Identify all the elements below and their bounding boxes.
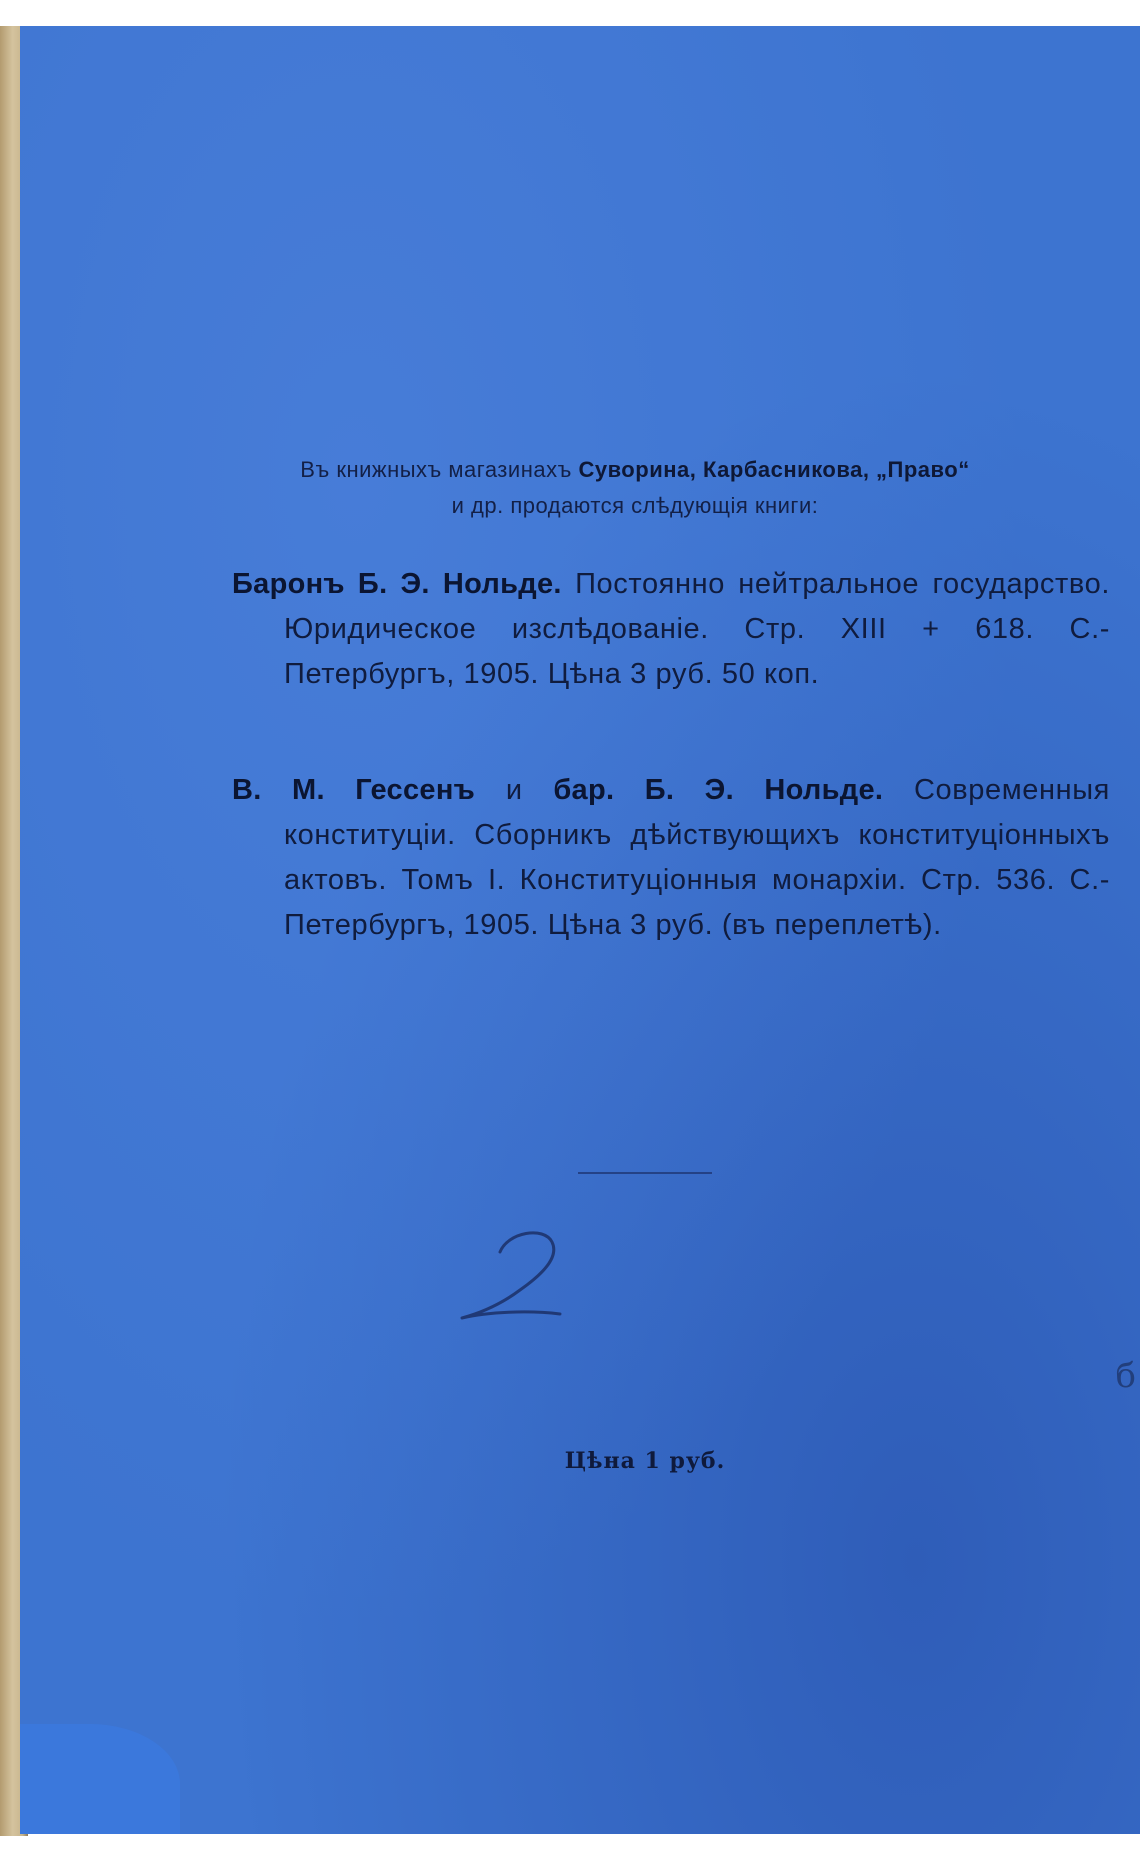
book-entry-1-author: Баронъ Б. Э. Нольде.: [232, 568, 562, 600]
book-entry-1-text: Постоянно нейтральное государство. Юридическое изслѣдованіе. Стр. XIII + 618. С.-Петербургъ, 1905. Цѣна 3 руб. 50 коп.: [284, 568, 1110, 690]
edge-glyph: б: [1115, 1356, 1136, 1396]
price-label: Цѣна 1 руб.: [564, 1448, 726, 1474]
handwritten-mark-2: [448, 1218, 588, 1328]
book-entry-2-author-2: бар. Б. Э. Нольде.: [553, 774, 884, 806]
book-entry-2-text: Современныя конституціи. Сборникъ дѣйствующихъ конституціонныхъ актовъ. Томъ I. Конституціонныя монархіи. Стр. 536. С.-Петербургъ, 1905. Цѣна 3 руб. (въ переплетѣ).: [284, 774, 1110, 941]
notice-line-1-bookshops: Суворина, Карбасникова, „Право“: [578, 457, 970, 482]
notice-line-1-plain: Въ книжныхъ магазинахъ: [300, 457, 572, 482]
book-entry-2: [232, 768, 1110, 948]
book-entry-2-author-1: В. М. Гессенъ: [232, 774, 476, 806]
notice-line-1: [210, 452, 1060, 488]
section-divider: [578, 1172, 712, 1174]
book-entry-2-connector: и: [505, 774, 523, 806]
cover-corner-patch: [20, 1724, 180, 1834]
notice-line-2: и др. продаются слѣдующія книги:: [451, 493, 819, 518]
book-entry-1: [232, 562, 1110, 697]
bookshop-notice: [210, 452, 1060, 524]
